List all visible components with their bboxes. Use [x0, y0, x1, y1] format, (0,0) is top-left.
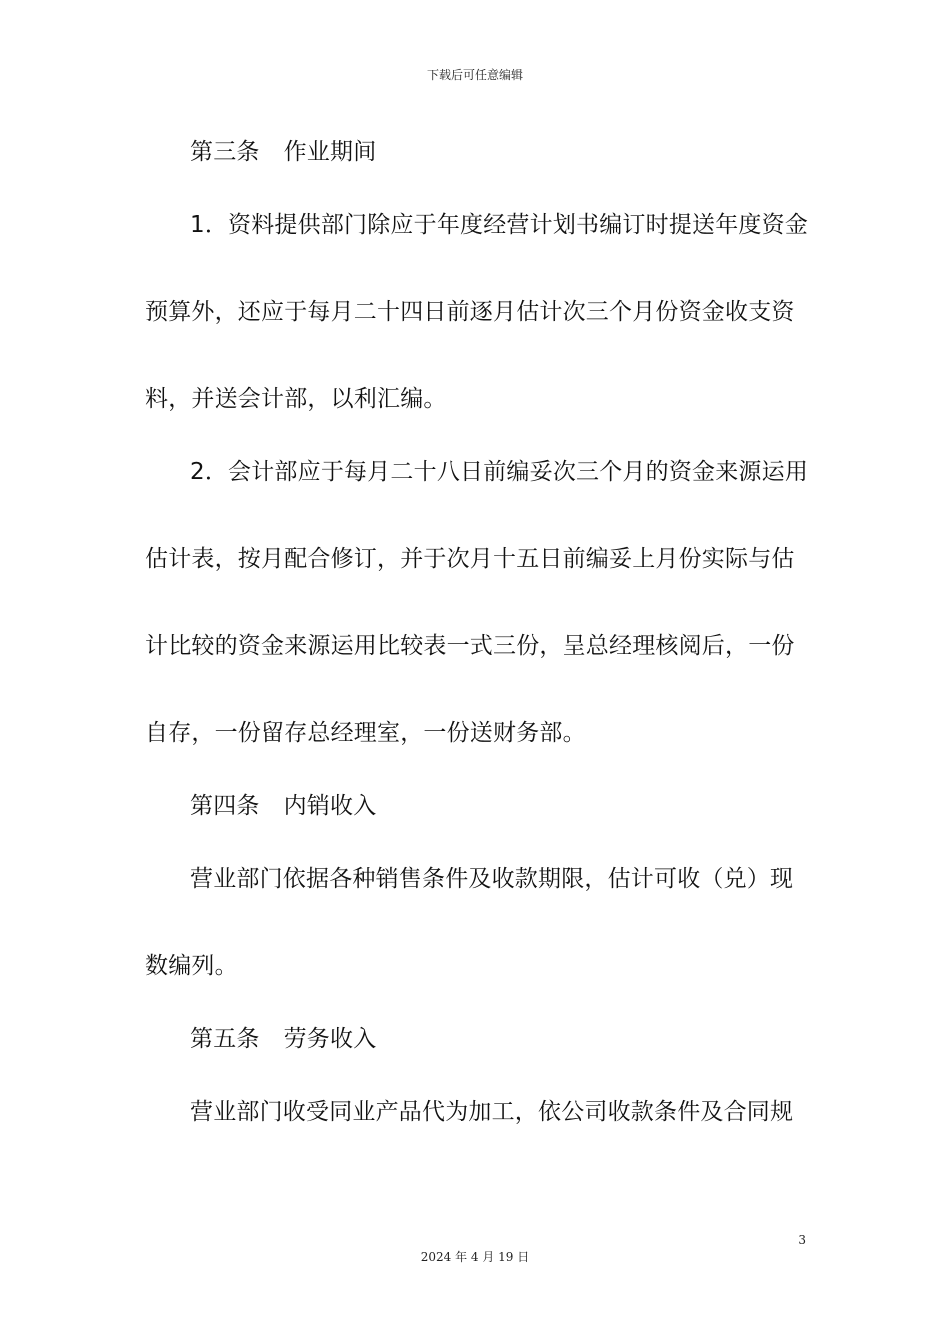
- article-number: 第五条: [190, 1026, 260, 1052]
- paragraph-line: 自存，一份留存总经理室，一份送财务部。: [145, 720, 586, 746]
- article-title: 劳务收入: [283, 1026, 377, 1052]
- paragraph-line: 数编列。: [145, 953, 238, 979]
- article-5-heading: [190, 1024, 376, 1054]
- paragraph-line: 2．会计部应于每月二十八日前编妥次三个月的资金来源运用: [190, 459, 809, 485]
- article-title: 作业期间: [283, 139, 377, 165]
- footer-date: 2024 年 4 月 19 日: [420, 1250, 530, 1264]
- article-number: 第四条: [190, 793, 260, 819]
- article-title: 内销收入: [283, 793, 377, 819]
- article-3-heading: [190, 137, 376, 167]
- page-number: 3: [798, 1233, 806, 1247]
- paragraph-line: 计比较的资金来源运用比较表一式三份，呈总经理核阅后，一份: [145, 633, 795, 659]
- paragraph-line: 1．资料提供部门除应于年度经营计划书编订时提送年度资金: [190, 212, 809, 238]
- header-note: 下载后可任意编辑: [426, 68, 523, 82]
- paragraph-line: 营业部门依据各种销售条件及收款期限，估计可收（兑）现: [190, 866, 794, 892]
- paragraph-line: 料，并送会计部，以利汇编。: [145, 386, 447, 412]
- article-number: 第三条: [190, 139, 260, 165]
- paragraph-line: 营业部门收受同业产品代为加工，依公司收款条件及合同规: [190, 1099, 794, 1125]
- article-4-heading: [190, 791, 376, 821]
- paragraph-line: 估计表，按月配合修订，并于次月十五日前编妥上月份实际与估: [145, 546, 795, 572]
- paragraph-line: 预算外，还应于每月二十四日前逐月估计次三个月份资金收支资: [145, 299, 795, 325]
